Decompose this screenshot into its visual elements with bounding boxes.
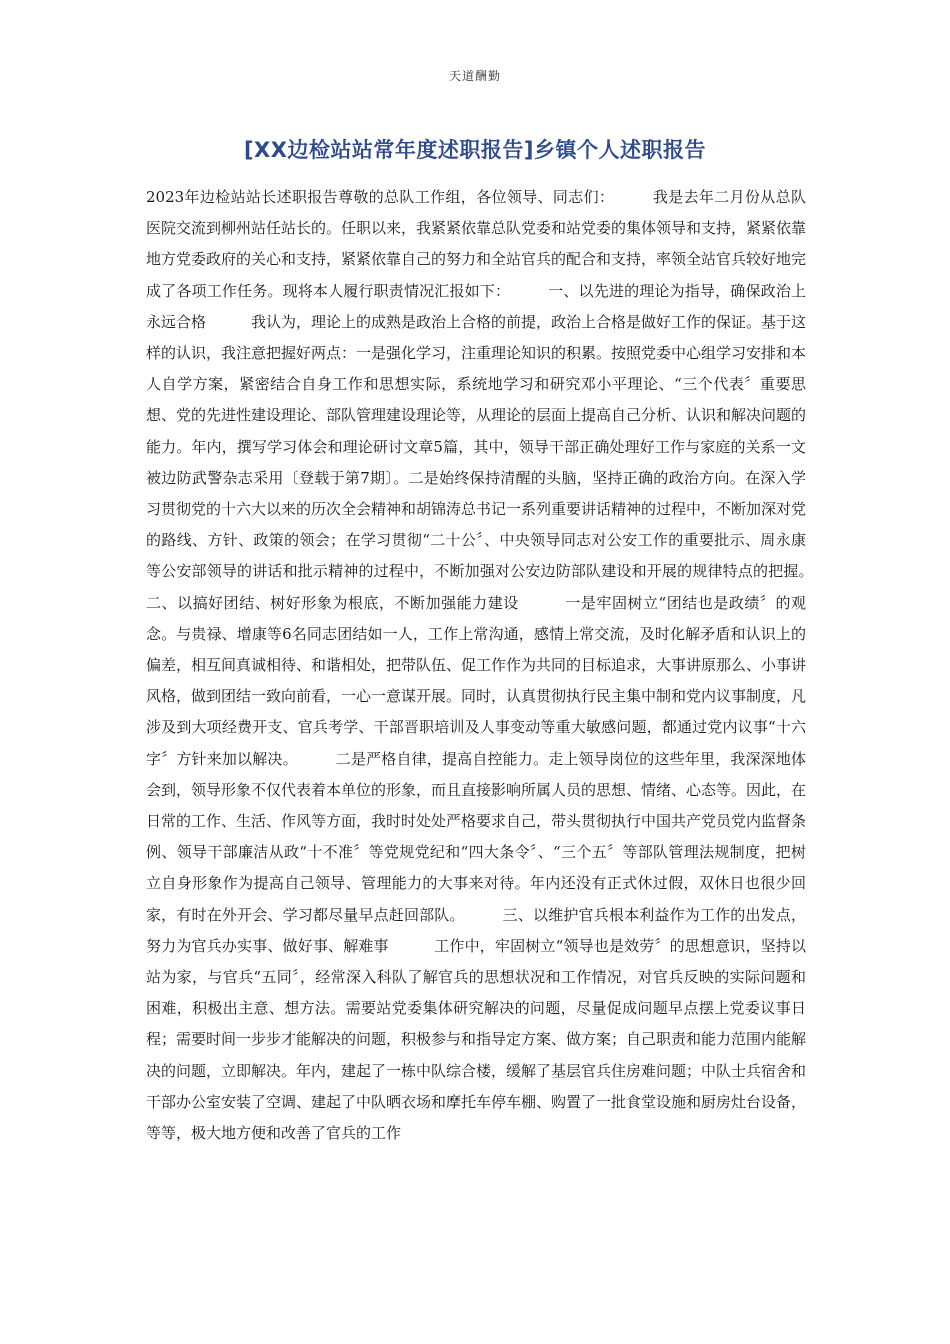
document-body: 2023年边检站站长述职报告尊敬的总队工作组，各位领导、同志们： 我是去年二月份从总队医院交流到柳州站任站长的。任职以来，我紧紧依靠总队党委和站党委的集体领导和支持，紧紧依靠地方党委政府的关心和支持，紧紧依靠自己的努力和全站官兵的配合和支持，率领全站官兵较好地完成了各项工作任务。现将本人履行职责情况汇报如下： 一、以先进的理论为指导，确保政治上永远合格 我认为，理论上的成熟是政治上合格的前提，政治上合格是做好工作的保证。基于这样的认识，我注意把握好两点：一是强化学习，注重理论知识的积累。按照党委中心组学习安排和本人自学方案，紧密结合自身工作和思想实际，系统地学习和研究邓小平理论、“三个代表〞重要思想、党的先进性建设理论、部队管理建设理论等，从理论的层面上提高自己分析、认识和解决问题的能力。年内，撰写学习体会和理论研讨文章5篇，其中，领导干部正确处理好工作与家庭的关系一文被边防武警杂志采用〔登载于第7期〕。二是始终保持清醒的头脑，坚持正确的政治方向。在深入学习贯彻党的十六大以来的历次全会精神和胡锦涛总书记一系列重要讲话精神的过程中，不断加深对党的路线、方针、政策的领会；在学习贯彻“二十公〞、中央领导同志对公安工作的重要批示、周永康等公安部领导的讲话和批示精神的过程中，不断加强对公安边防部队建设和开展的规律特点的把握。 二、以搞好团结、树好形象为根底，不断加强能力建设 一是牢固树立“团结也是政绩〞的观念。与贵禄、增康等6名同志团结如一人，工作上常沟通，感情上常交流，及时化解矛盾和认识上的偏差，相互间真诚相待、和谐相处，把带队伍、促工作作为共同的目标追求，大事讲原那么、小事讲风格，做到团结一致向前看，一心一意谋开展。同时，认真贯彻执行民主集中制和党内议事制度，凡涉及到大项经费开支、官兵考学、干部晋职培训及人事变动等重大敏感问题，都通过党内议事“十六字〞方针来加以解决。 二是严格自律，提高自控能力。走上领导岗位的这些年里，我深深地体会到，领导形象不仅代表着本单位的形象，而且直接影响所属人员的思想、情绪、心态等。因此，在日常的工作、生活、作风等方面，我时时处处严格要求自己，带头贯彻执行中国共产党员党内监督条例、领导干部廉洁从政“十不准〞等党规党纪和“四大条令〞、“三个五〞等部队管理法规制度，把树立自身形象作为提高自己领导、管理能力的大事来对待。年内还没有正式休过假，双休日也很少回家，有时在外开会、学习都尽量早点赶回部队。 三、以维护官兵根本利益作为工作的出发点，努力为官兵办实事、做好事、解难事 工作中，牢固树立“领导也是效劳〞的思想意识，坚持以站为家，与官兵“五同〞，经常深入科队了解官兵的思想状况和工作情况，对官兵反映的实际问题和困难，积极出主意、想方法。需要站党委集体研究解决的问题，尽量促成问题早点摆上党委议事日程；需要时间一步步才能解决的问题，积极参与和指导定方案、做方案；自己职责和能力范围内能解决的问题，立即解决。年内，建起了一栋中队综合楼，缓解了基层官兵住房难问题；中队士兵宿舍和干部办公室安装了空调、建起了中队晒衣场和摩托车停车棚、购置了一批食堂设施和厨房灶台设备，等等，极大地方便和改善了官兵的工作 <box>146 188 852 1143</box>
page-header: 天道酬勤 <box>448 69 501 83</box>
document-title: [XX边检站站常年度述职报告]乡镇个人述职报告 <box>243 138 707 162</box>
